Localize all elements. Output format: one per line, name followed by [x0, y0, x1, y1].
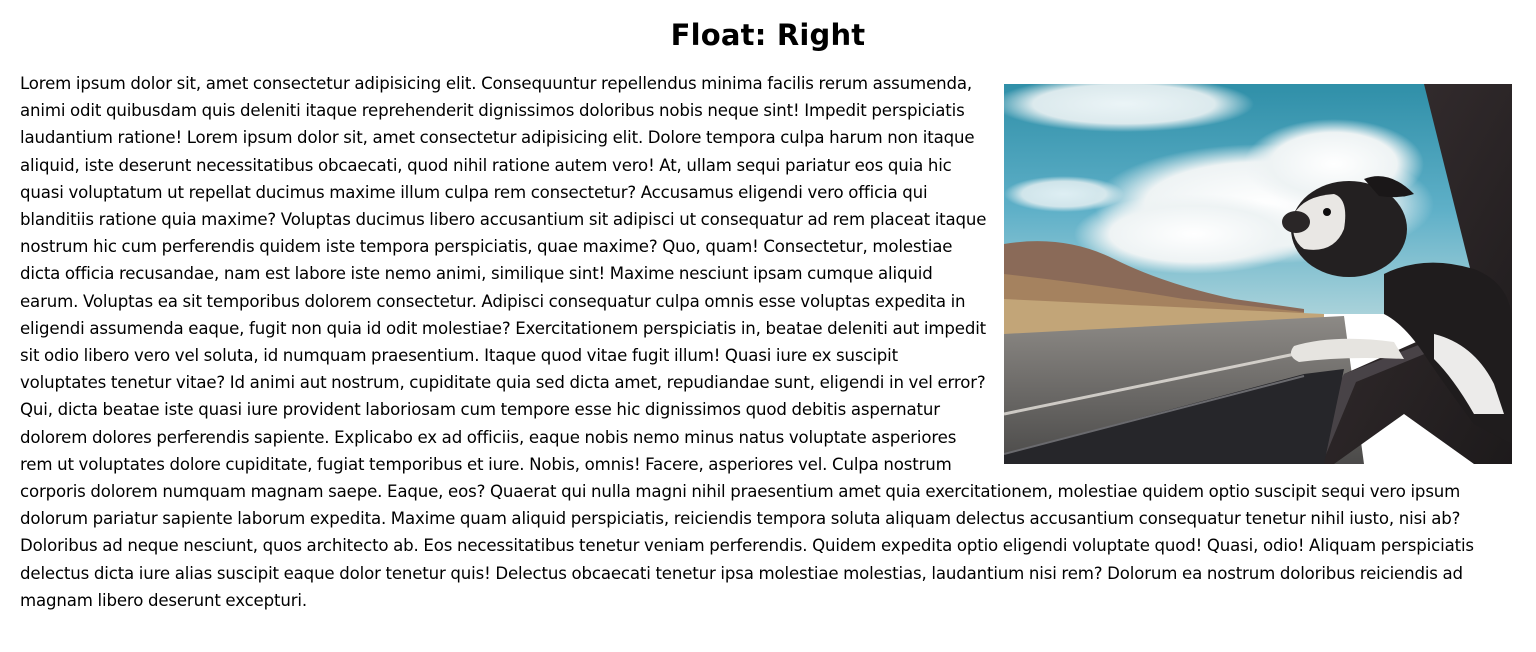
page-title: Float: Right: [670, 18, 866, 52]
article: [20, 70, 1516, 614]
dog-car-window-photo: [1004, 84, 1512, 464]
paragraph-text: Lorem ipsum dolor sit, amet consectetur adipisicing elit. Consequuntur repellendus minima facilis rerum assumenda, animi odit quibusdam quis deleniti itaque reprehenderit dignissimos doloribus nobis neque sint! Impedit perspiciatis laudantium ratione! Lorem ipsum dolor sit, amet consectetur adipisicing elit. Dolore tempora culpa harum non itaque aliquid, iste deserunt necessitatibus obcaecati, quod nihil ratione autem vero! At, ullam sequi pariatur eos quia hic quasi voluptatum ut repellat ducimus maxime illum culpa rem consectetur? Accusamus eligendi vero officia qui blanditiis ratione quia maxime? Voluptas ducimus libero accusantium sit adipisci ut consequatur ad rem placeat itaque nostrum hic cum perferendis quidem iste tempora perspiciatis, quae maxime? Quo, quam! Consectetur, molestiae dicta officia recusandae, nam est labore iste nemo animi, similique sint! Maxime nesciunt ipsam cumque aliquid earum. Voluptas ea sit temporibus dolorem consectetur. Adipisci consequatur culpa omnis esse voluptas expedita in eligendi assumenda eaque, fugit non quia id odit molestiae? Exercitationem perspiciatis in, beatae deleniti aut impedit sit odio libero vero vel soluta, id numquam praesentium. Itaque quod vitae fugit illum! Quasi iure ex suscipit voluptates tenetur vitae? Id animi aut nostrum, cupiditate quia sed dicta amet, repudiandae sunt, eligendi in vel error? Qui, dicta beatae iste quasi iure provident laboriosam cum tempore esse hic dignissimos quod debitis aspernatur dolorem dolores perferendis sapiente. Explicabo ex ad officiis, eaque nobis nemo minus natus voluptate asperiores rem ut voluptates dolore cupiditate, fugiat temporibus et iure. Nobis, omnis! Facere, asperiores vel. Culpa nostrum corporis dolorem numquam magnam saepe. Eaque, eos? Quaerat qui nulla magni nihil praesentium amet quia exercitationem, molestiae quidem optio suscipit sequi vero ipsum dolorum pariatur sapiente laborum expedita. Maxime quam aliquid perspiciatis, reiciendis tempora soluta aliquam delectus accusantium consequatur tenetur nihil iusto, nisi ab? Doloribus ad neque nesciunt, quos architecto ab. Eos necessitatibus tenetur veniam perferendis. Quidem expedita optio eligendi voluptate quod! Quasi, odio! Aliquam perspiciatis delectus dicta iure alias suscipit eaque dolor tenetur quis! Delectus obcaecati tenetur ipsa molestiae molestias, laudantium nisi rem? Dolorum ea nostrum doloribus reiciendis ad magnam libero deserunt excepturi.: [20, 74, 1474, 610]
